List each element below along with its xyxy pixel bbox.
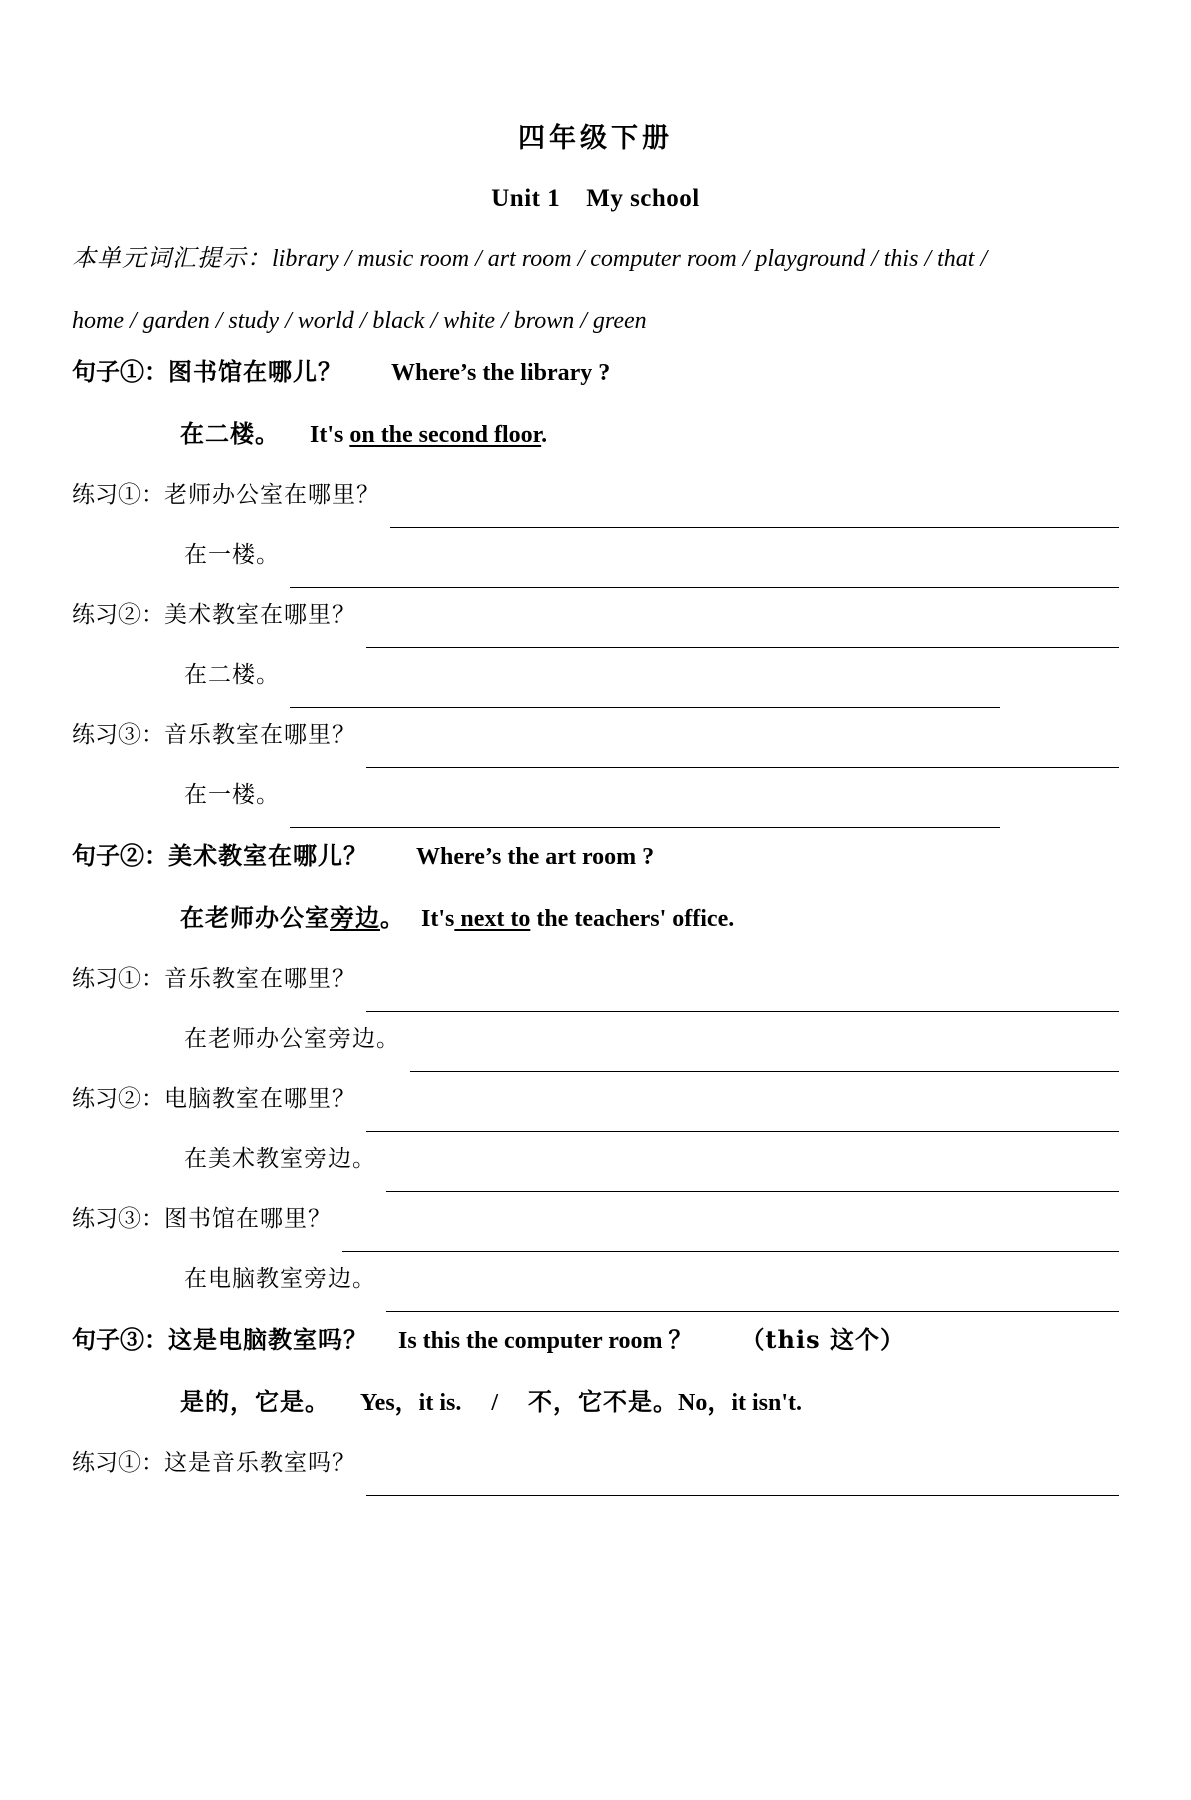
- sentence-2-question-cn: 美术教室在哪儿？: [168, 841, 368, 870]
- exercise-2-2-label: 练习②：: [72, 1086, 164, 1112]
- unit-heading: [72, 185, 1119, 213]
- sentence-3-label: 句子③：: [72, 1325, 168, 1354]
- sentence-3-question-cn: 这是电脑教室吗？: [168, 1325, 368, 1354]
- answer-blank[interactable]: [342, 1250, 1119, 1252]
- sentence-1-question-cn: 图书馆在哪儿？: [168, 357, 343, 386]
- exercise-2-1-question: 音乐教室在哪里？: [164, 966, 356, 992]
- exercise-1-3-question: 音乐教室在哪里？: [164, 722, 356, 748]
- sentence-2-question-row: [72, 836, 1119, 898]
- answer-blank[interactable]: [390, 526, 1119, 528]
- exercise-2-1-answer: 在老师办公室旁边。: [184, 1026, 400, 1052]
- sentence-1-answer-cn: 在二楼。: [180, 419, 280, 448]
- sentence-3-answer-row: [72, 1382, 1119, 1444]
- answer-blank[interactable]: [290, 826, 1000, 828]
- answer-blank[interactable]: [386, 1310, 1119, 1312]
- vocabulary-line-2-wrap: [72, 290, 1119, 352]
- exercise-row: [72, 596, 1119, 656]
- exercise-row: [72, 536, 1119, 596]
- sentence-1-answer-row: [72, 414, 1119, 476]
- sentence-1-answer-en: It's on the second floor.: [310, 422, 548, 448]
- exercise-row: [72, 716, 1119, 776]
- exercise-2-2-answer: 在美术教室旁边。: [184, 1146, 376, 1172]
- sentence-1-label: 句子①：: [72, 357, 168, 386]
- unit-name: My school: [586, 185, 700, 212]
- sentence-2-answer-cn: 在老师办公室旁边。: [180, 903, 405, 932]
- sentence-3-answer-separator: /: [491, 1390, 499, 1416]
- exercise-row: [72, 476, 1119, 536]
- exercise-row: [72, 960, 1119, 1020]
- exercise-1-3-label: 练习③：: [72, 722, 164, 748]
- exercise-2-3-question: 图书馆在哪里？: [164, 1206, 332, 1232]
- exercise-row: [72, 1444, 1119, 1504]
- exercise-row: [72, 776, 1119, 836]
- sentence-3-note: （this 这个）: [740, 1325, 905, 1354]
- exercise-row: [72, 656, 1119, 716]
- answer-blank[interactable]: [290, 706, 1000, 708]
- exercise-row: [72, 1260, 1119, 1320]
- answer-blank[interactable]: [366, 1130, 1119, 1132]
- sentence-2-answer-row: [72, 898, 1119, 960]
- exercise-2-2-question: 电脑教室在哪里？: [164, 1086, 356, 1112]
- exercise-1-2-question: 美术教室在哪里？: [164, 602, 356, 628]
- vocabulary-line-1: library / music room / art room / computer room / playground / this / that /: [272, 246, 988, 272]
- sentence-1-question-en: Where’s the library ?: [391, 360, 611, 386]
- answer-blank[interactable]: [290, 586, 1119, 588]
- answer-blank[interactable]: [366, 1010, 1119, 1012]
- exercise-1-1-question: 老师办公室在哪里？: [164, 482, 380, 508]
- exercise-2-3-label: 练习③：: [72, 1206, 164, 1232]
- exercise-row: [72, 1020, 1119, 1080]
- exercise-1-3-answer: 在一楼。: [184, 782, 280, 808]
- sentence-3-answer-cn-2: 不，它不是。: [528, 1387, 679, 1416]
- vocabulary-prefix: 本单元词汇提示：: [72, 244, 272, 272]
- answer-blank[interactable]: [366, 766, 1119, 768]
- sentence-3-answer-en-2: No，it isn't.: [678, 1390, 803, 1416]
- exercise-1-2-answer: 在二楼。: [184, 662, 280, 688]
- exercise-2-1-label: 练习①：: [72, 966, 164, 992]
- sentence-1-question-row: [72, 352, 1119, 414]
- exercise-row: [72, 1080, 1119, 1140]
- exercise-row: [72, 1200, 1119, 1260]
- sentence-2-label: 句子②：: [72, 841, 168, 870]
- sentence-2-answer-en: It's next to the teachers' office.: [421, 906, 735, 932]
- answer-blank[interactable]: [410, 1070, 1119, 1072]
- sentence-3-answer-cn: 是的，它是。: [180, 1387, 330, 1416]
- unit-number: Unit 1: [491, 185, 561, 212]
- worksheet-page: [0, 116, 1191, 1800]
- answer-blank[interactable]: [386, 1190, 1119, 1192]
- exercise-1-1-answer: 在一楼。: [184, 542, 280, 568]
- exercise-3-1-question: 这是音乐教室吗？: [164, 1450, 356, 1476]
- vocabulary-block: [72, 227, 1119, 290]
- exercise-1-1-label: 练习①：: [72, 482, 164, 508]
- exercise-2-3-answer: 在电脑教室旁边。: [184, 1266, 376, 1292]
- vocabulary-line-2: home / garden / study / world / black / white / brown / green: [72, 308, 647, 334]
- answer-blank[interactable]: [366, 646, 1119, 648]
- answer-blank[interactable]: [366, 1494, 1119, 1496]
- sentence-2-question-en: Where’s the art room ?: [416, 844, 655, 870]
- exercise-3-1-label: 练习①：: [72, 1450, 164, 1476]
- sentence-3-question-row: [72, 1320, 1119, 1382]
- exercise-1-2-label: 练习②：: [72, 602, 164, 628]
- sentence-3-question-en: Is this the computer room ？: [398, 1328, 693, 1354]
- page-title: 四年级下册: [518, 123, 673, 154]
- exercise-row: [72, 1140, 1119, 1200]
- sentence-3-answer-en: Yes，it is.: [360, 1390, 462, 1416]
